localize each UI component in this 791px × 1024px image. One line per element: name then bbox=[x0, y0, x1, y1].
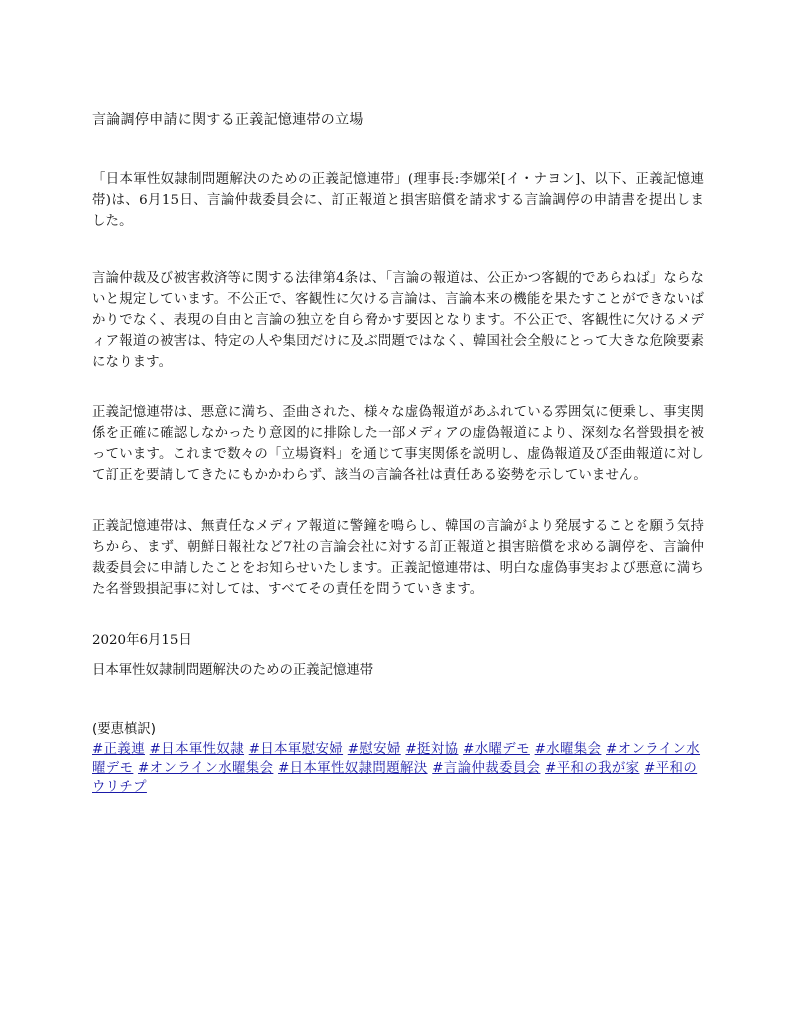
paragraph-4: 正義記憶連帯は、無責任なメディア報道に警鐘を鳴らし、韓国の言論がより発展することを願う気持ちから、まず、朝鮮日報社など7社の言論会社に対する訂正報道と損害賠償を求める調停を、言論仲裁委員会に申請したことをお知らせいたします。正義記憶連帯は、明白な虚偽事実および悪意に満ちた名誉毀損記事に対しては、すべてその責任を問うていきます。 bbox=[92, 519, 704, 597]
hashtag-list bbox=[92, 740, 702, 797]
hashtag-link[interactable]: #正義連 bbox=[92, 742, 145, 757]
hashtag-link[interactable]: #日本軍慰安婦 bbox=[248, 742, 344, 757]
paragraph-1: 「日本軍性奴隷制問題解決のための正義記憶連帯」(理事長:李娜栄[イ・ナヨン]、以下、正義記憶連帯)は、6月15日、言論仲裁委員会に、訂正報道と損害賠償を請求する言論調停の申請書を提出しました。 bbox=[92, 172, 704, 229]
hashtag-link[interactable]: #言論仲裁委員会 bbox=[432, 761, 541, 776]
translator-credit: (要恵槙訳) bbox=[92, 722, 157, 737]
document-title: 言論調停申請に関する正義記憶連帯の立場 bbox=[92, 112, 364, 128]
paragraph-3: 正義記憶連帯は、悪意に満ち、歪曲された、様々な虚偽報道があふれている雰囲気に便乗し、事実関係を正確に確認しなかったり意図的に排除した一部メディアの虚偽報道により、深刻な名誉毀損を被っています。これまで数々の「立場資料」を通じて事実関係を説明し、虚偽報道及び歪曲報道に対して訂正を要請してきたにもかかわらず、該当の言論各社は責任ある姿勢を示していません。 bbox=[92, 405, 704, 483]
hashtag-link[interactable]: #水曜集会 bbox=[534, 742, 602, 757]
hashtag-link[interactable]: #日本軍性奴隷 bbox=[149, 742, 245, 757]
hashtag-link[interactable]: #慰安婦 bbox=[347, 742, 401, 757]
hashtag-link[interactable]: #挺対協 bbox=[405, 742, 459, 757]
hashtag-link[interactable]: #平和のウリチプ bbox=[92, 761, 698, 795]
hashtag-link[interactable]: #日本軍性奴隷問題解決 bbox=[278, 761, 428, 776]
organization-signature: 日本軍性奴隷制問題解決のための正義記憶連帯 bbox=[92, 663, 374, 678]
paragraph-2: 言論仲裁及び被害救済等に関する法律第4条は、「言論の報道は、公正かつ客観的であらねば」ならないと規定しています。不公正で、客観性に欠ける言論は、言論本来の機能を果たすことができないばかりでなく、表現の自由と言論の独立を自ら脅かす要因となります。不公正で、客観性に欠けるメディア報道の被害は、特定の人や集団だけに及ぶ問題ではなく、韓国社会全般にとって大きな危険要素になります。 bbox=[92, 271, 705, 370]
document-date: 2020年6月15日 bbox=[92, 633, 192, 648]
hashtag-link[interactable]: #水曜デモ bbox=[463, 742, 530, 757]
hashtag-link[interactable]: #平和の我が家 bbox=[545, 761, 640, 776]
hashtag-link[interactable]: #オンライン水曜集会 bbox=[138, 761, 274, 776]
hashtag-link[interactable]: #オンライン水曜デモ bbox=[92, 742, 701, 776]
